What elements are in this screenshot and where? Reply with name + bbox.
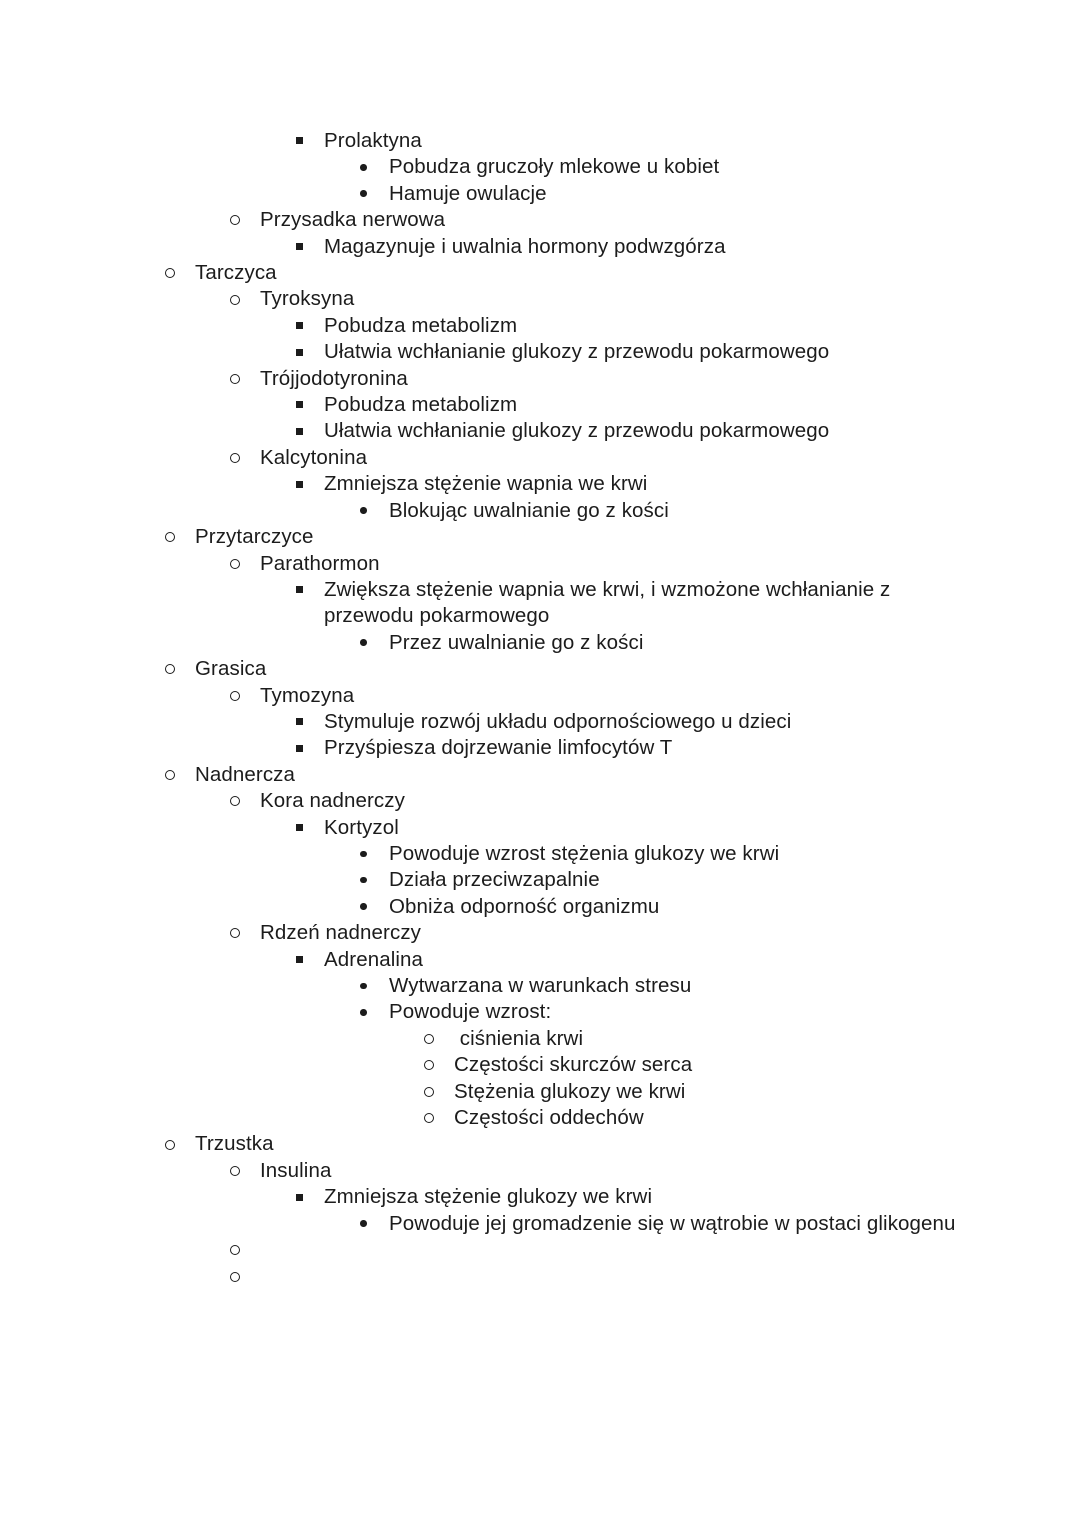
list-item-text: ciśnienia krwi	[454, 1026, 584, 1050]
list-item	[324, 577, 962, 630]
bullet-square-icon	[296, 1194, 303, 1201]
list-item	[195, 1131, 962, 1157]
bulleted-list	[0, 128, 1080, 1290]
list-item	[260, 366, 962, 392]
list-item-text: Powoduje jej gromadzenie się w wątrobie w postaci glikogenu	[389, 1211, 956, 1235]
list-item	[260, 683, 962, 709]
list-item-text: Tarczyca	[195, 261, 277, 285]
bullet-circle-icon	[424, 1087, 434, 1097]
list-item	[389, 894, 962, 920]
list-item	[389, 630, 962, 656]
list-item-text: Adrenalina	[324, 947, 424, 971]
list-item-text: Nadnercza	[195, 762, 296, 786]
list-item-text: Kortyzol	[324, 815, 399, 839]
list-item	[389, 498, 962, 524]
list-item	[324, 709, 962, 735]
list-item	[324, 1184, 962, 1210]
list-item-text: Grasica	[195, 657, 267, 681]
bullet-square-icon	[296, 322, 303, 329]
list-item-text: Pobudza metabolizm	[324, 393, 518, 417]
bullet-square-icon	[296, 956, 303, 963]
list-item-text: Powoduje wzrost stężenia glukozy we krwi	[389, 841, 780, 865]
list-item	[454, 1079, 962, 1105]
list-item-text: Działa przeciwzapalnie	[389, 868, 600, 892]
list-item	[324, 313, 962, 339]
list-item-text: Tymozyna	[260, 683, 355, 707]
bullet-disc-icon	[360, 1220, 367, 1227]
list-item-text: Przez uwalnianie go z kości	[389, 630, 644, 654]
bullet-circle-icon	[230, 1166, 240, 1176]
bullet-circle-icon	[424, 1060, 434, 1070]
bullet-disc-icon	[360, 1009, 367, 1016]
bullet-disc-icon	[360, 190, 367, 197]
list-item-text: Ułatwia wchłanianie glukozy z przewodu pokarmowego	[324, 419, 830, 443]
list-item-text: Trójjodotyronina	[260, 366, 408, 390]
list-item	[389, 154, 962, 180]
bullet-circle-icon	[424, 1034, 434, 1044]
list-item-text: Przytarczyce	[195, 525, 314, 549]
list-item	[389, 867, 962, 893]
list-item	[324, 947, 962, 973]
bullet-circle-icon	[230, 1272, 240, 1282]
list-item	[195, 656, 962, 682]
list-item	[389, 841, 962, 867]
list-item	[260, 1263, 962, 1289]
list-item	[195, 762, 962, 788]
list-item	[454, 1105, 962, 1131]
list-item	[324, 234, 962, 260]
list-item	[324, 392, 962, 418]
list-item	[324, 735, 962, 761]
list-item	[389, 973, 962, 999]
bullet-circle-icon	[230, 796, 240, 806]
bullet-disc-icon	[360, 639, 367, 646]
list-item	[389, 1211, 962, 1237]
bullet-circle-icon	[230, 559, 240, 569]
bullet-disc-icon	[360, 507, 367, 514]
bullet-circle-icon	[230, 453, 240, 463]
list-item	[389, 181, 962, 207]
list-item	[260, 1158, 962, 1184]
list-item-text: Magazynuje i uwalnia hormony podwzgórza	[324, 234, 726, 258]
list-item-text: Zmniejsza stężenie wapnia we krwi	[324, 472, 648, 496]
bullet-circle-icon	[230, 928, 240, 938]
list-item-text: Zwiększa stężenie wapnia we krwi, i wzmożone wchłanianie z przewodu pokarmowego	[324, 577, 897, 628]
list-item-text: Pobudza gruczoły mlekowe u kobiet	[389, 155, 720, 179]
list-item-text: Stężenia glukozy we krwi	[454, 1079, 686, 1103]
list-item-text: Częstości oddechów	[454, 1106, 644, 1130]
bullet-square-icon	[296, 586, 303, 593]
list-item-text: Zmniejsza stężenie glukozy we krwi	[324, 1185, 653, 1209]
bullet-square-icon	[296, 428, 303, 435]
list-item	[324, 815, 962, 841]
list-item	[260, 207, 962, 233]
bullet-disc-icon	[360, 164, 367, 171]
bullet-circle-icon	[230, 374, 240, 384]
bullet-circle-icon	[165, 268, 175, 278]
bullet-disc-icon	[360, 983, 367, 990]
list-item	[260, 551, 962, 577]
list-item	[324, 471, 962, 497]
list-item-text: Stymuluje rozwój układu odpornościowego u dzieci	[324, 709, 792, 733]
list-item-text: Pobudza metabolizm	[324, 313, 518, 337]
list-item	[389, 999, 962, 1025]
bullet-disc-icon	[360, 903, 367, 910]
bullet-square-icon	[296, 824, 303, 831]
bullet-circle-icon	[230, 295, 240, 305]
list-item	[454, 1052, 962, 1078]
bullet-circle-icon	[230, 691, 240, 701]
list-item-text: Częstości skurczów serca	[454, 1053, 693, 1077]
bullet-square-icon	[296, 401, 303, 408]
list-item	[454, 1026, 962, 1052]
bullet-square-icon	[296, 349, 303, 356]
list-item-text: Blokując uwalnianie go z kości	[389, 498, 669, 522]
bullet-disc-icon	[360, 877, 367, 884]
bullet-square-icon	[296, 243, 303, 250]
list-item-text: Hamuje owulacje	[389, 181, 547, 205]
list-item-text: Tyroksyna	[260, 287, 355, 311]
list-item-text: Powoduje wzrost:	[389, 1000, 552, 1024]
bullet-circle-icon	[424, 1113, 434, 1123]
list-item	[260, 445, 962, 471]
bullet-disc-icon	[360, 851, 367, 858]
list-item-text: Rdzeń nadnerczy	[260, 921, 422, 945]
bullet-circle-icon	[230, 1245, 240, 1255]
bullet-square-icon	[296, 718, 303, 725]
bullet-circle-icon	[165, 1140, 175, 1150]
list-item-text: Przyśpiesza dojrzewanie limfocytów T	[324, 736, 673, 760]
bullet-square-icon	[296, 137, 303, 144]
list-item-text: Wytwarzana w warunkach stresu	[389, 974, 692, 997]
bullet-circle-icon	[165, 664, 175, 674]
list-item	[324, 418, 962, 444]
list-item-text: Kalcytonina	[260, 445, 368, 469]
list-item	[260, 286, 962, 312]
list-item	[260, 788, 962, 814]
bullet-circle-icon	[165, 532, 175, 542]
list-item-text: Trzustka	[195, 1132, 274, 1156]
list-item-text: Ułatwia wchłanianie glukozy z przewodu pokarmowego	[324, 340, 830, 364]
list-item	[324, 339, 962, 365]
list-item-text: Przysadka nerwowa	[260, 208, 446, 232]
list-item-text: Obniża odporność organizmu	[389, 894, 660, 918]
bullet-square-icon	[296, 481, 303, 488]
list-item	[324, 128, 962, 154]
list-item-text: Prolaktyna	[324, 129, 422, 152]
list-item-text: Kora nadnerczy	[260, 789, 405, 813]
list-item-text: Insulina	[260, 1158, 332, 1182]
bullet-circle-icon	[230, 215, 240, 225]
list-item	[195, 524, 962, 550]
list-item	[260, 920, 962, 946]
list-item	[260, 1237, 962, 1263]
bullet-square-icon	[296, 745, 303, 752]
list-item-text: Parathormon	[260, 551, 380, 575]
bullet-circle-icon	[165, 770, 175, 780]
list-item	[195, 260, 962, 286]
